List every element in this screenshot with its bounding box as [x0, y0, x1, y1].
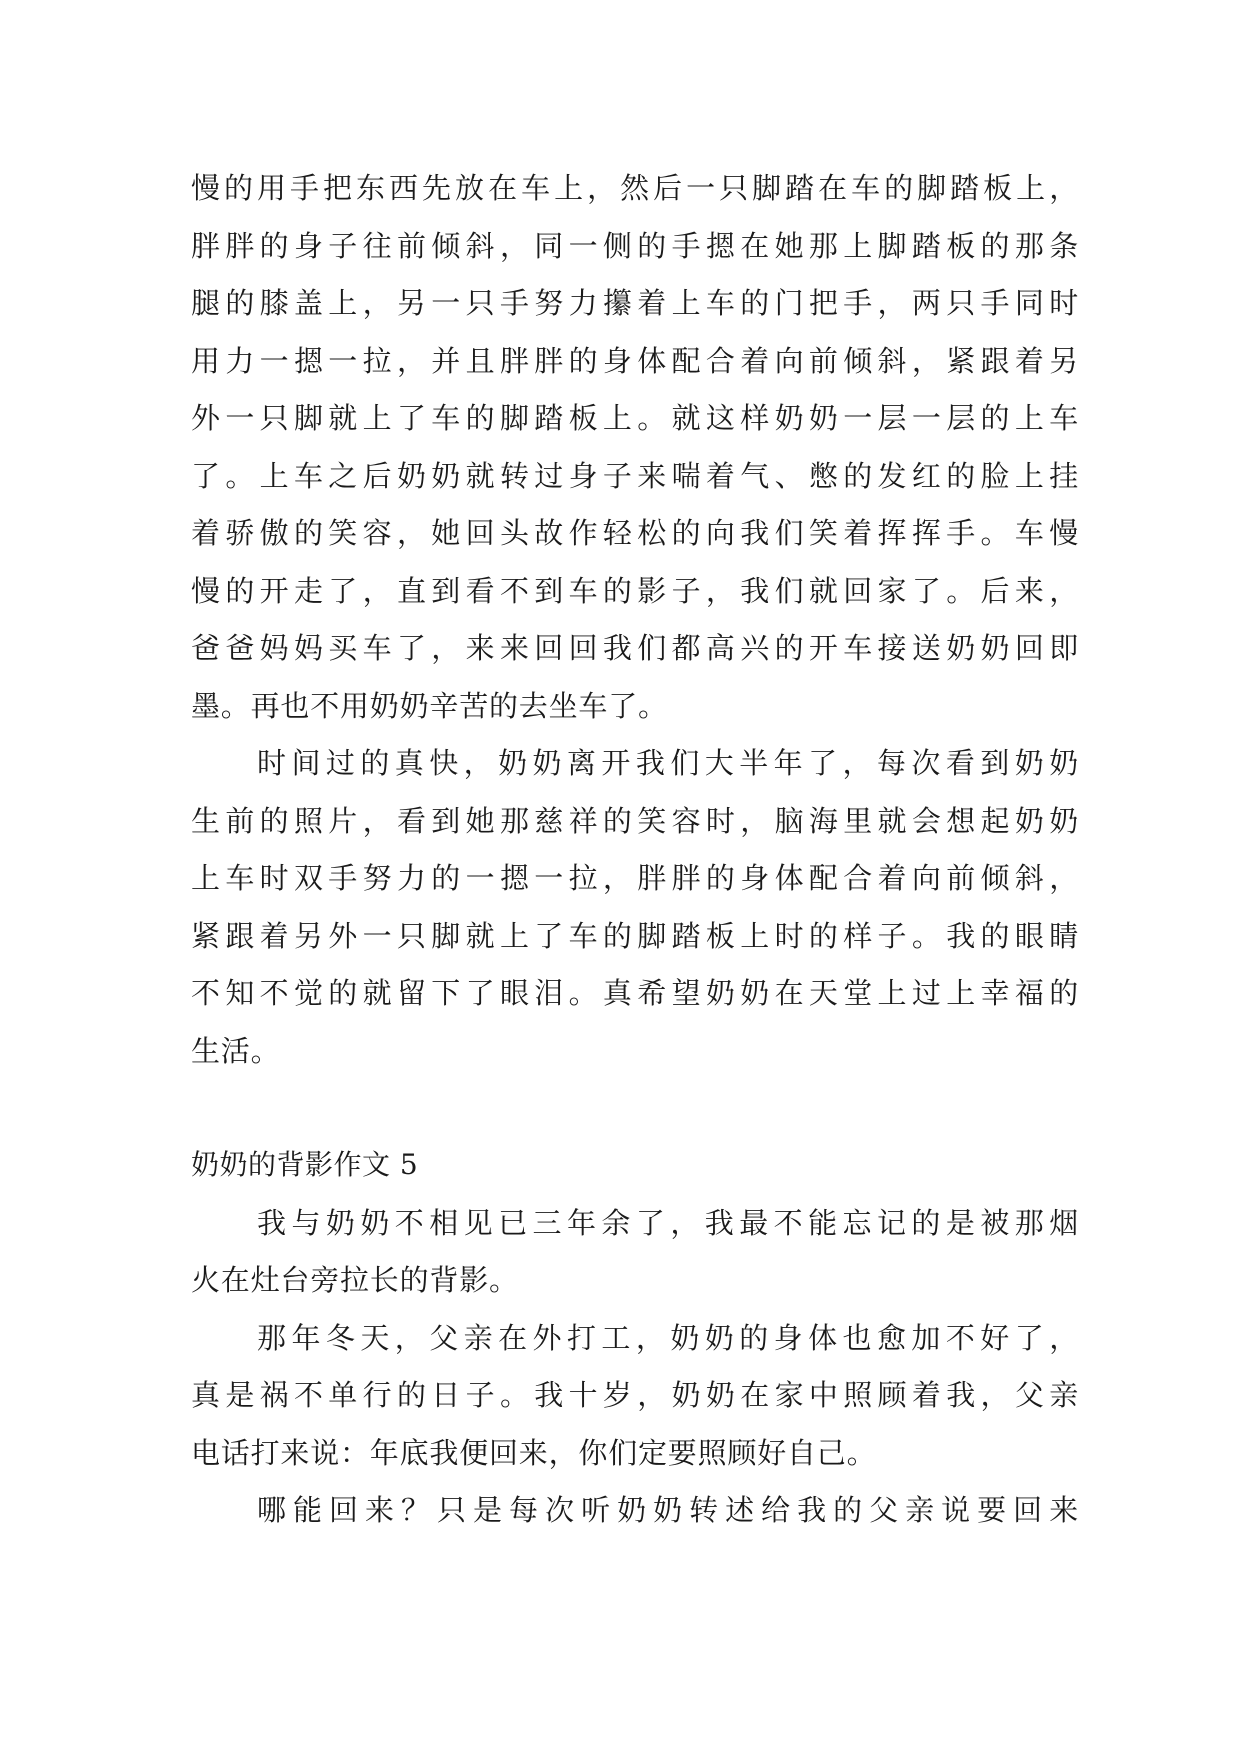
text-line: 胖胖的身子往前倾斜，同一侧的手摁在她那上脚踏板的那条: [191, 229, 1079, 263]
text-line: 慢的用手把东西先放在车上，然后一只脚踏在车的脚踏板上，: [191, 171, 1079, 205]
paragraph-first-line: 我与奶奶不相见已三年余了，我最不能忘记的是被那烟: [257, 1206, 1079, 1240]
text-line: 上车时双手努力的一摁一拉，胖胖的身体配合着向前倾斜，: [191, 861, 1079, 895]
text-line: 生前的照片，看到她那慈祥的笑容时，脑海里就会想起奶奶: [191, 804, 1079, 838]
section-heading: 奶奶的背影作文 5: [191, 1148, 419, 1181]
text-line: 腿的膝盖上，另一只手努力攥着上车的门把手，两只手同时: [191, 286, 1079, 320]
text-line: 紧跟着另外一只脚就上了车的脚踏板上时的样子。我的眼睛: [191, 919, 1079, 953]
text-line: 真是祸不单行的日子。我十岁，奶奶在家中照顾着我，父亲: [191, 1378, 1079, 1412]
text-line: 电话打来说：年底我便回来，你们定要照顾好自己。: [191, 1436, 877, 1470]
text-line: 了。上车之后奶奶就转过身子来喘着气、憋的发红的脸上挂: [191, 459, 1079, 493]
paragraph-first-line: 那年冬天，父亲在外打工，奶奶的身体也愈加不好了，: [257, 1321, 1079, 1355]
text-line: 用力一摁一拉，并且胖胖的身体配合着向前倾斜，紧跟着另: [191, 344, 1079, 378]
text-line: 爸爸妈妈买车了，来来回回我们都高兴的开车接送奶奶回即: [191, 631, 1079, 665]
text-line: 墨。再也不用奶奶辛苦的去坐车了。: [191, 689, 668, 723]
text-line: 外一只脚就上了车的脚踏板上。就这样奶奶一层一层的上车: [191, 401, 1079, 435]
paragraph-first-line: 哪能回来？只是每次听奶奶转述给我的父亲说要回来: [257, 1493, 1079, 1527]
text-line: 慢的开走了，直到看不到车的影子，我们就回家了。后来，: [191, 574, 1079, 608]
text-line: 不知不觉的就留下了眼泪。真希望奶奶在天堂上过上幸福的: [191, 976, 1079, 1010]
text-line: 着骄傲的笑容，她回头故作轻松的向我们笑着挥挥手。车慢: [191, 516, 1079, 550]
paragraph-first-line: 时间过的真快，奶奶离开我们大半年了，每次看到奶奶: [257, 746, 1079, 780]
text-line: 火在灶台旁拉长的背影。: [191, 1263, 519, 1297]
text-line: 生活。: [191, 1034, 281, 1068]
